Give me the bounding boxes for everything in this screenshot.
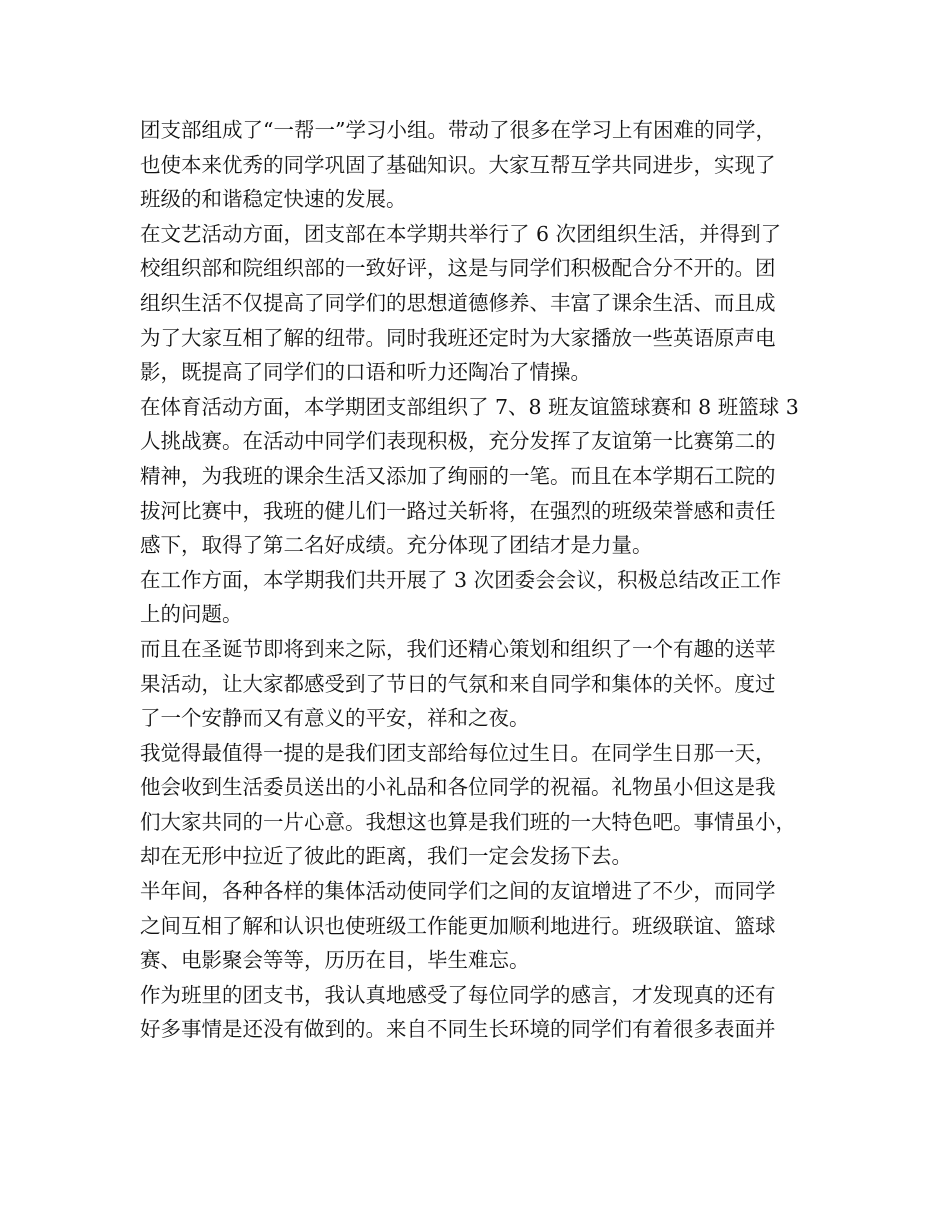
text-line: 团支部组成了“一帮一”学习小组。带动了很多在学习上有困难的同学， [140,118,776,142]
text-line: 上的问题。 [140,602,243,627]
text-line: 们大家共同的一片心意。我想这也算是我们班的一大特色吧。事情虽小， [140,809,796,834]
text-line: 赛、电影聚会等等，历历在目，毕生难忘。 [140,948,530,973]
text-line: 感下，取得了第二名好成绩。充分体现了团结才是力量。 [140,533,653,558]
text-line: 拔河比赛中，我班的健儿们一路过关斩将，在强烈的班级荣誉感和责任 [140,498,776,523]
text-line: 在体育活动方面，本学期团支部组织了 7、8 班友谊篮球赛和 8 班篮球 3 [140,394,799,419]
text-line: 却在无形中拉近了彼此的距离，我们一定会发扬下去。 [140,844,632,869]
text-line: 精神，为我班的课余生活又添加了绚丽的一笔。而且在本学期石工院的 [140,463,776,488]
document-body [140,113,820,1047]
text-line: 为了大家互相了解的纽带。同时我班还定时为大家播放一些英语原声电 [140,325,776,350]
text-line: 我觉得最值得一提的是我们团支部给每位过生日。在同学生日那一天， [140,740,776,765]
text-line: 半年间，各种各样的集体活动使同学们之间的友谊增进了不少，而同学 [140,879,776,904]
text-line: 人挑战赛。在活动中同学们表现积极，充分发挥了友谊第一比赛第二的 [140,429,776,454]
text-line: 校组织部和院组织部的一致好评，这是与同学们积极配合分不开的。团 [140,256,776,281]
text-line: 之间互相了解和认识也使班级工作能更加顺利地进行。班级联谊、篮球 [140,913,776,938]
text-line: 影，既提高了同学们的口语和听力还陶冶了情操。 [140,360,591,385]
text-line: 在工作方面，本学期我们共开展了 3 次团委会会议，积极总结改正工作 [140,567,782,592]
text-line: 了一个安静而又有意义的平安，祥和之夜。 [140,706,530,731]
text-line: 果活动，让大家都感受到了节日的气氛和来自同学和集体的关怀。度过 [140,671,776,696]
text-line: 班级的和谐稳定快速的发展。 [140,187,407,212]
text-line: 而且在圣诞节即将到来之际，我们还精心策划和组织了一个有趣的送苹 [140,636,776,661]
text-line: 在文艺活动方面，团支部在本学期共举行了 6 次团组织生活，并得到了 [140,221,782,246]
text-line: 也使本来优秀的同学巩固了基础知识。大家互帮互学共同进步，实现了 [140,152,776,177]
text-line: 组织生活不仅提高了同学们的思想道德修养、丰富了课余生活、而且成 [140,290,776,315]
text-line: 好多事情是还没有做到的。来自不同生长环境的同学们有着很多表面并 [140,1017,776,1042]
text-line: 作为班里的团支书，我认真地感受了每位同学的感言，才发现真的还有 [140,982,776,1007]
text-line: 他会收到生活委员送出的小礼品和各位同学的祝福。礼物虽小但这是我 [140,775,776,800]
